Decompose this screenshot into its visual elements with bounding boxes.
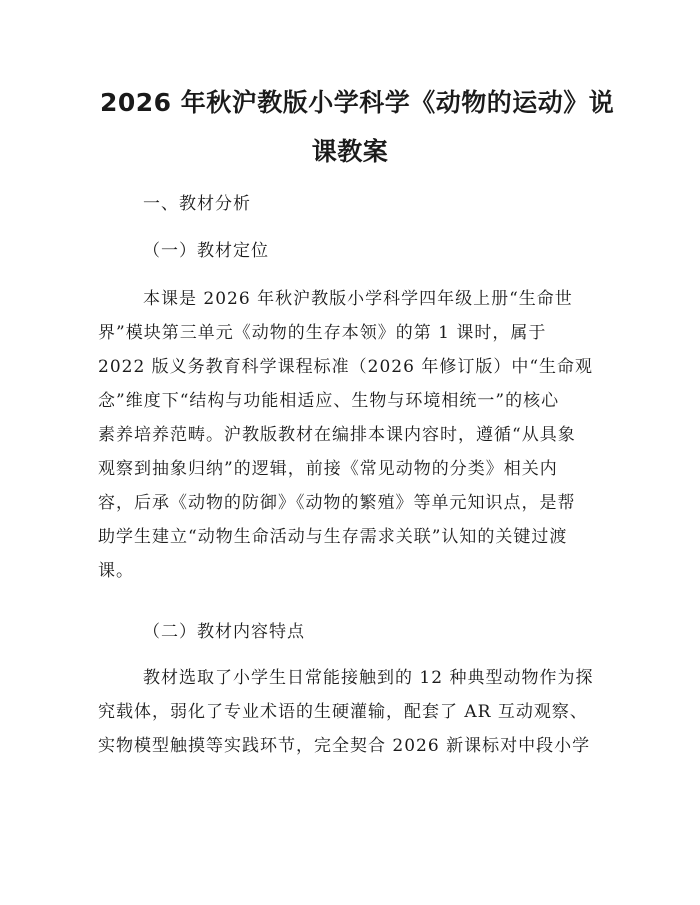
paragraph-1-line-9: 课。 (98, 561, 134, 581)
paragraph-1-line-8: 助学生建立“动物生命活动与生存需求关联”认知的关键过渡 (98, 527, 568, 547)
document-title-line-2: 课教案 (311, 137, 389, 166)
paragraph-1-line-2: 界”模块第三单元《动物的生存本领》的第 1 课时，属于 (98, 323, 547, 343)
subsection-heading-material-positioning: （一）教材定位 (143, 241, 269, 261)
paragraph-1-line-3: 2022 版义务教育科学课程标准（2026 年修订版）中“生命观 (98, 357, 594, 377)
paragraph-1-line-7: 容，后承《动物的防御》《动物的繁殖》等单元知识点，是帮 (98, 493, 576, 513)
paragraph-2-line-1: 教材选取了小学生日常能接触到的 12 种典型动物作为探 (143, 668, 594, 688)
paragraph-1-line-1: 本课是 2026 年秋沪教版小学科学四年级上册“生命世 (143, 289, 573, 309)
paragraph-1-line-6: 观察到抽象归纳”的逻辑，前接《常见动物的分类》相关内 (98, 459, 558, 479)
subsection-heading-content-features: （二）教材内容特点 (143, 622, 305, 642)
paragraph-1-line-5: 素养培养范畴。沪教版教材在编排本课内容时，遵循“从具象 (98, 425, 576, 445)
paragraph-2-line-2: 究载体，弱化了专业术语的生硬灌输，配套了 AR 互动观察、 (98, 702, 588, 722)
section-heading-teaching-material-analysis: 一、教材分析 (143, 194, 251, 214)
paragraph-1-line-4: 念”维度下“结构与功能相适应、生物与环境相统一”的核心 (98, 391, 560, 411)
paragraph-2-line-3: 实物模型触摸等实践环节，完全契合 2026 新课标对中段小学 (98, 736, 591, 756)
document-title-line-1: 2026 年秋沪教版小学科学《动物的运动》说 (100, 88, 615, 117)
